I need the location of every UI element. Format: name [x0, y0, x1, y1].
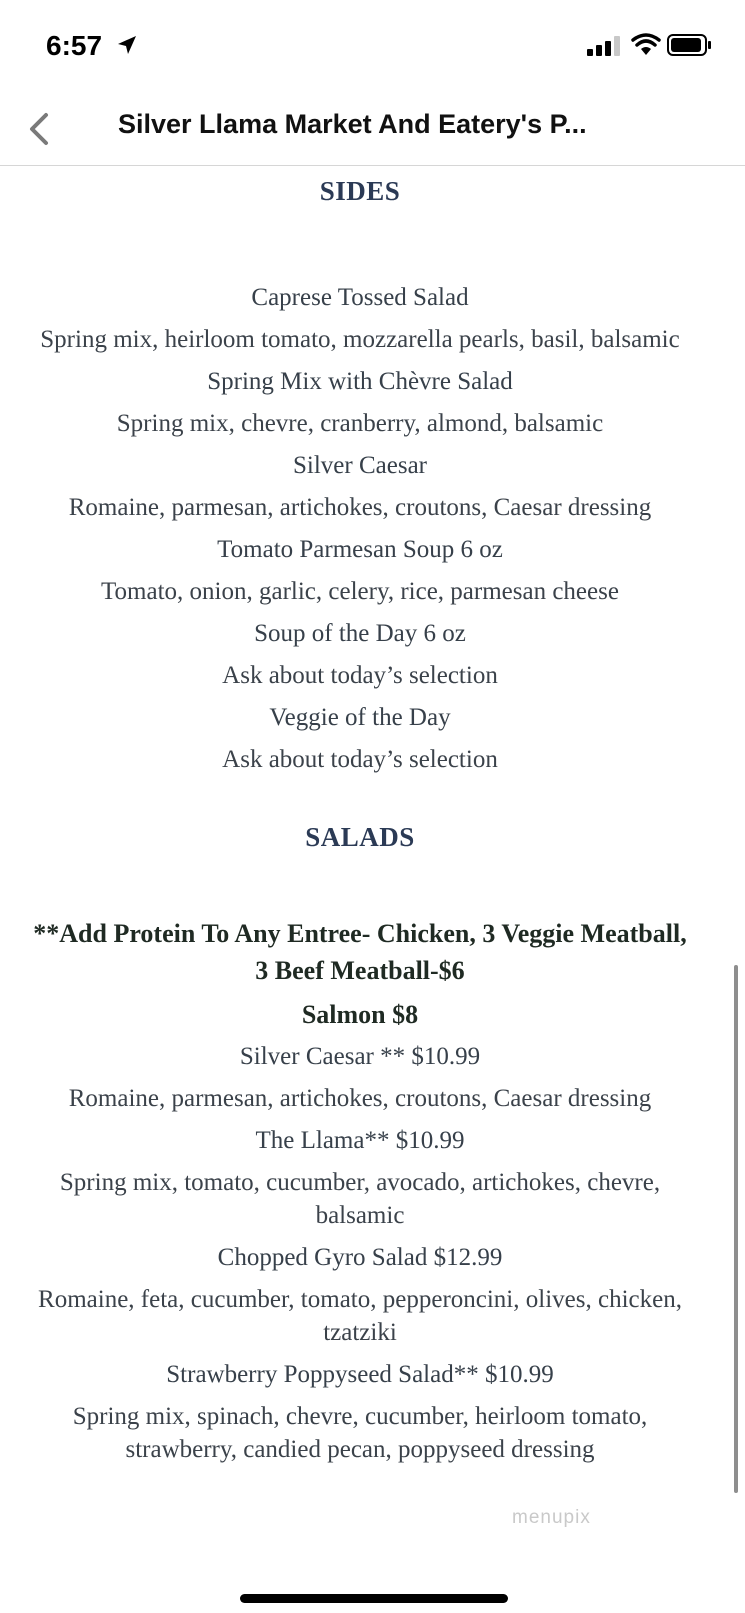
protein-note-salmon: Salmon $8 — [301, 1000, 419, 1029]
status-time: 6:57 — [46, 30, 103, 61]
item-name: Chopped Gyro Salad $12.99 — [217, 1244, 503, 1271]
menu-item — [30, 1241, 690, 1349]
menu-item — [30, 1040, 690, 1115]
item-description: Spring mix, heirloom tomato, mozzarella pearls, basil, balsamic — [40, 326, 680, 353]
item-description: Ask about today’s selection — [222, 746, 498, 773]
page-title: Silver Llama Market And Eatery's P... — [118, 109, 587, 139]
menu-item — [30, 449, 690, 524]
item-name: Soup of the Day 6 oz — [254, 620, 466, 647]
item-description: Romaine, parmesan, artichokes, croutons, Caesar dressing — [68, 1085, 652, 1112]
menu-item — [30, 365, 690, 440]
menu-item — [30, 1124, 690, 1232]
item-name: The Llama** $10.99 — [255, 1127, 465, 1154]
menu-item — [30, 1358, 690, 1466]
salads-heading: SALADS — [305, 822, 415, 852]
cellular-signal-icon — [587, 36, 621, 56]
item-name: Spring Mix with Chèvre Salad — [207, 368, 513, 395]
item-description: Spring mix, chevre, cranberry, almond, balsamic — [116, 410, 604, 437]
status-bar — [0, 0, 745, 95]
menu-item — [30, 533, 690, 608]
protein-note: **Add Protein To Any Entree- Chicken, 3 Veggie Meatball, 3 Beef Meatball-$6 — [33, 919, 687, 985]
item-description: Romaine, feta, cucumber, tomato, pepperoncini, olives, chicken, tzatziki — [38, 1286, 682, 1346]
item-description: Ask about today’s selection — [222, 662, 498, 689]
item-name: Silver Caesar ** $10.99 — [239, 1043, 481, 1070]
item-description: Tomato, onion, garlic, celery, rice, parmesan cheese — [101, 578, 619, 605]
menu-item — [30, 617, 690, 692]
item-description: Spring mix, tomato, cucumber, avocado, artichokes, chevre, balsamic — [59, 1169, 661, 1229]
scrollbar[interactable] — [734, 965, 738, 1493]
menu-item — [30, 701, 690, 776]
home-indicator[interactable] — [240, 1594, 508, 1603]
item-name: Strawberry Poppyseed Salad** $10.99 — [166, 1361, 554, 1388]
item-name: Tomato Parmesan Soup 6 oz — [217, 536, 503, 563]
item-name: Caprese Tossed Salad — [251, 284, 469, 311]
battery-icon — [667, 34, 713, 56]
nav-bar — [0, 95, 745, 166]
menu-content — [30, 166, 690, 1466]
menu-item — [30, 281, 690, 356]
item-description: Spring mix, spinach, chevre, cucumber, heirloom tomato, strawberry, candied pecan, poppyseed dressing — [72, 1403, 648, 1463]
location-arrow-icon — [116, 34, 138, 56]
back-button[interactable] — [20, 107, 60, 151]
item-name: Silver Caesar — [293, 452, 427, 479]
chevron-left-icon — [20, 107, 60, 151]
item-description: Romaine, parmesan, artichokes, croutons, Caesar dressing — [68, 494, 652, 521]
wifi-icon — [631, 33, 661, 57]
item-name: Veggie of the Day — [269, 704, 451, 731]
sides-heading: SIDES — [319, 176, 401, 206]
watermark: menupix — [512, 1507, 591, 1528]
